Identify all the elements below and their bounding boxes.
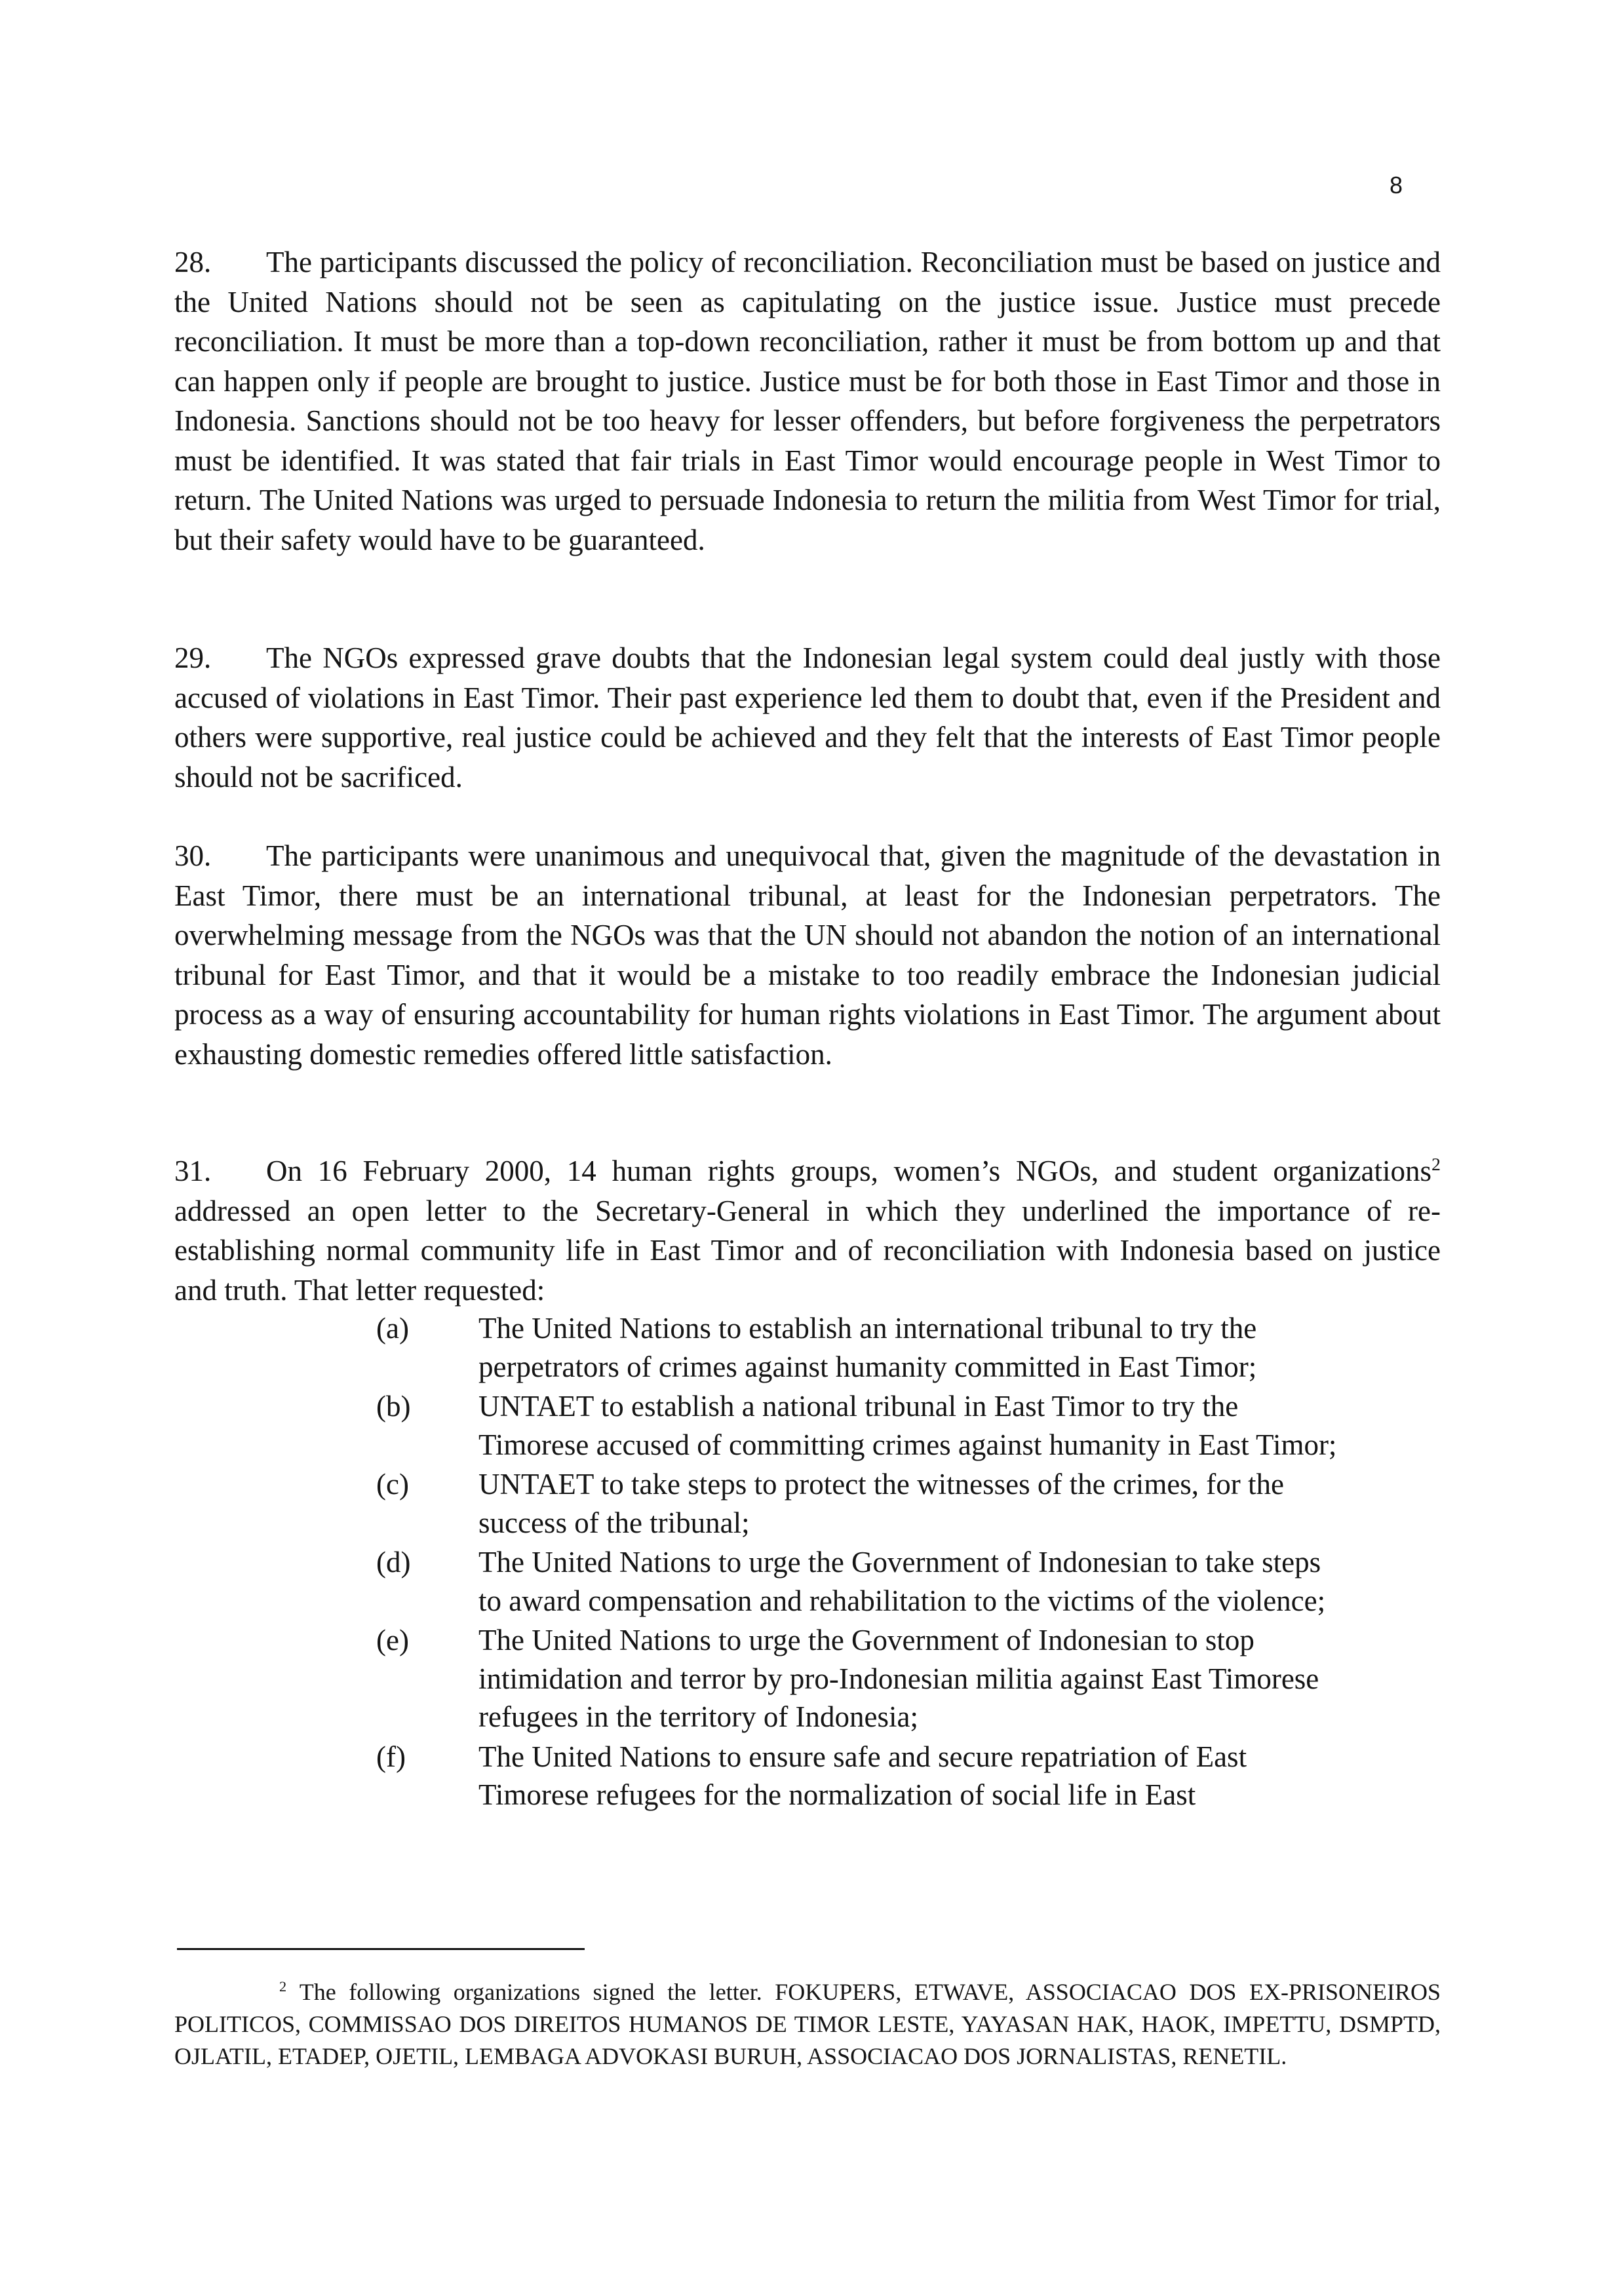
list-item-text: UNTAET to establish a national tribunal in East Timor to try the Timorese accused of committing crimes against humanity in East Timor; <box>478 1390 1337 1461</box>
list-item <box>376 1738 1346 1814</box>
list-item-label: (e) <box>376 1624 409 1656</box>
list-item-label: (d) <box>376 1546 411 1578</box>
list-item-text: The United Nations to urge the Government of Indonesian to take steps to award compensation and rehabilitation to the victims of the violence; <box>478 1546 1326 1617</box>
paragraph-text-continued: addressed an open letter to the Secretary-General in which they underlined the importance of re-establishing normal community life in East Timor and of reconciliation with Indonesia based on justice and truth. That letter requested: <box>174 1194 1441 1307</box>
paragraph-number: 28. <box>174 246 212 278</box>
paragraph-number: 30. <box>174 839 212 872</box>
paragraph-number: 29. <box>174 641 212 674</box>
footnote-separator <box>177 1948 585 1950</box>
list-item-text: The United Nations to establish an international tribunal to try the perpetrators of crimes against humanity committed in East Timor; <box>478 1312 1257 1383</box>
paragraph-text: The participants discussed the policy of reconciliation. Reconciliation must be based on justice and the United Nations should not be seen as capitulating on the justice issue. Justice must precede reconciliation. It must be more than a top-down reconciliation, rather it must be from bottom up and that can happen only if people are brought to justice. Justice must be for both those in East Timor and those in Indonesia. Sanctions should not be too heavy for lesser offenders, but before forgiveness the perpetrators must be identified. It was stated that fair trials in East Timor would encourage people in West Timor to return. The United Nations was urged to persuade Indonesia to return the militia from West Timor for trial, but their safety would have to be guaranteed. <box>174 246 1441 556</box>
paragraph-31 <box>174 1151 1441 1310</box>
footnote <box>174 1976 1441 2073</box>
list-item <box>376 1309 1346 1386</box>
list-item-label: (a) <box>376 1312 409 1345</box>
paragraph-text: On 16 February 2000, 14 human rights groups, women’s NGOs, and student organizations <box>266 1155 1432 1187</box>
list-item <box>376 1465 1346 1542</box>
page-number: 8 <box>1390 172 1403 199</box>
footnote-reference: 2 <box>1431 1155 1441 1175</box>
list-item-label: (b) <box>376 1390 411 1423</box>
paragraph-text: The participants were unanimous and unequivocal that, given the magnitude of the devastation in East Timor, there must be an international tribunal, at least for the Indonesian perpetrators. The overwhelming message from the NGOs was that the UN should not abandon the notion of an international tribunal for East Timor, and that it would be a mistake to too readily embrace the Indonesian judicial process as a way of ensuring accountability for human rights violations in East Timor. The argument about exhausting domestic remedies offered little satisfaction. <box>174 839 1441 1071</box>
list-item-text: The United Nations to ensure safe and secure repatriation of East Timorese refugees for the normalization of social life in East <box>478 1740 1247 1811</box>
paragraph-text: The NGOs expressed grave doubts that the Indonesian legal system could deal justly with those accused of violations in East Timor. Their past experience led them to doubt that, even if the President and others were supportive, real justice could be achieved and they felt that the interests of East Timor people should not be sacrificed. <box>174 641 1441 794</box>
letter-requests-list <box>376 1309 1346 1816</box>
list-item <box>376 1621 1346 1736</box>
list-item-text: The United Nations to urge the Government of Indonesian to stop intimidation and terror by pro-Indonesian militia against East Timorese refugees in the territory of Indonesia; <box>478 1624 1319 1733</box>
footnote-text: The following organizations signed the letter. FOKUPERS, ETWAVE, ASSOCIACAO DOS EX-PRISONEIROS POLITICOS, COMMISSAO DOS DIREITOS HUMANOS DE TIMOR LESTE, YAYASAN HAK, HAOK, IMPETTU, DSMPTD, OJLATIL, ETADEP, OJETIL, LEMBAGA ADVOKASI BURUH, ASSOCIACAO DOS JORNALISTAS, RENETIL. <box>174 1979 1441 2069</box>
footnote-marker: 2 <box>279 1978 287 1995</box>
paragraph-29 <box>174 638 1441 797</box>
list-item <box>376 1543 1346 1620</box>
list-item-text: UNTAET to take steps to protect the witnesses of the crimes, for the success of the tribunal; <box>478 1468 1284 1539</box>
list-item-label: (f) <box>376 1740 406 1773</box>
list-item <box>376 1387 1346 1464</box>
list-item-label: (c) <box>376 1468 409 1501</box>
paragraph-28 <box>174 242 1441 560</box>
paragraph-30 <box>174 836 1441 1074</box>
paragraph-number: 31. <box>174 1155 212 1187</box>
